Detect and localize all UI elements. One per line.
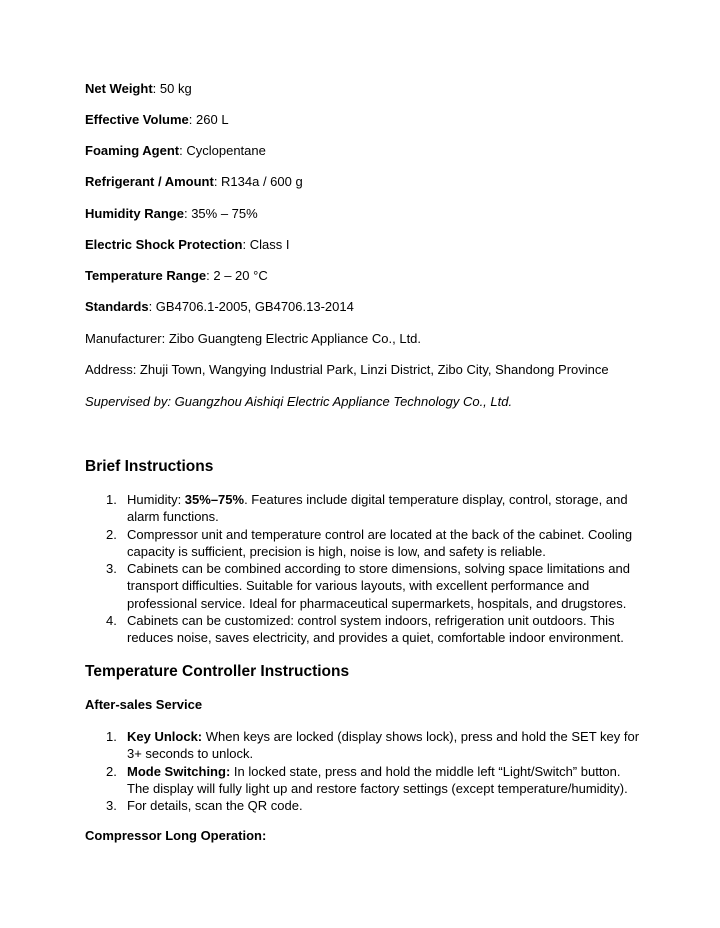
list-number: 2. <box>106 526 117 542</box>
list-item-bold: Mode Switching: <box>127 763 231 779</box>
spec-label: Effective Volume <box>85 112 189 127</box>
spec-value: : 2 – 20 °C <box>206 268 268 283</box>
spec-value: : GB4706.1-2005, GB4706.13-2014 <box>148 299 354 314</box>
list-item-bold: 35%–75% <box>184 492 245 507</box>
spec-standards <box>85 299 354 315</box>
spec-label: Standards <box>85 299 149 314</box>
spec-value: : R134a / 600 g <box>213 174 303 189</box>
controller-instructions-list <box>85 728 645 814</box>
list-item-text: For details, scan the QR code. <box>127 798 303 814</box>
list-item-text: In locked state, press and hold the middle left “Light/Switch” button. The display will fully light up and restore factory settings (except temperature/humidity). <box>127 763 628 796</box>
list-number: 1. <box>106 492 117 507</box>
list-item-text: Cabinets can be combined according to store dimensions, solving space limitations and transport difficulties. Suitable for various layouts, with excellent performance and professional service. Ideal for pharmaceutical supermarkets, hospitals, and drugstores. <box>127 561 630 611</box>
spec-value: : Class I <box>242 237 290 252</box>
after-sales-heading: After-sales Service <box>85 697 203 712</box>
spec-value: : 260 L <box>188 112 229 127</box>
brief-instructions-heading: Brief Instructions <box>85 458 214 475</box>
list-item-text: Compressor unit and temperature control are located at the back of the cabinet. Cooling capacity is sufficient, precision is high, noise is low, and safety is reliable. <box>127 526 633 559</box>
list-number: 3. <box>106 798 117 814</box>
address-line: Address: Zhuji Town, Wangying Industrial Park, Linzi District, Zibo City, Shandong Province <box>85 362 609 377</box>
compressor-long-operation-heading: Compressor Long Operation: <box>85 828 267 843</box>
spec-value: : 35% – 75% <box>183 206 258 221</box>
spec-refrigerant <box>85 174 303 190</box>
supervised-line: Supervised by: Guangzhou Aishiqi Electric Appliance Technology Co., Ltd. <box>85 394 513 409</box>
list-item-prefix: Humidity: <box>127 492 185 507</box>
spec-label: Electric Shock Protection <box>85 237 243 252</box>
list-item <box>85 560 645 612</box>
spec-effective-volume <box>85 112 229 128</box>
manufacturer-line: Manufacturer: Zibo Guangteng Electric Appliance Co., Ltd. <box>85 331 422 346</box>
list-item-bold: Key Unlock: <box>127 729 203 744</box>
spec-label: Net Weight <box>85 81 153 96</box>
list-number: 1. <box>106 729 117 744</box>
list-number: 4. <box>106 613 117 629</box>
spec-foaming-agent <box>85 143 266 159</box>
list-item <box>85 763 645 798</box>
spec-value: : Cyclopentane <box>179 143 266 158</box>
list-item <box>85 728 645 763</box>
spec-temperature-range <box>85 268 268 284</box>
list-number: 3. <box>106 561 117 577</box>
controller-instructions-heading: Temperature Controller Instructions <box>85 663 350 680</box>
spec-net-weight <box>85 81 192 97</box>
list-item <box>85 491 645 526</box>
list-item <box>85 612 645 647</box>
brief-instructions-list <box>85 491 645 647</box>
spec-label: Refrigerant / Amount <box>85 174 214 189</box>
spec-label: Humidity Range <box>85 206 184 221</box>
list-number: 2. <box>106 763 117 779</box>
list-item-text: Cabinets can be customized: control system indoors, refrigeration unit outdoors. This reduces noise, saves electricity, and provides a quiet, comfortable indoor environment. <box>127 613 624 646</box>
spec-humidity-range <box>85 206 258 222</box>
spec-value: : 50 kg <box>152 81 192 96</box>
list-item <box>85 797 645 814</box>
spec-electric-shock <box>85 237 289 253</box>
list-item <box>85 526 645 561</box>
list-item-text: When keys are locked (display shows lock), press and hold the SET key for 3+ seconds to unlock. <box>127 729 640 762</box>
list-item-text: . Features include digital temperature display, control, storage, and alarm functions. <box>127 492 628 525</box>
spec-label: Temperature Range <box>85 268 207 283</box>
spec-label: Foaming Agent <box>85 143 180 158</box>
